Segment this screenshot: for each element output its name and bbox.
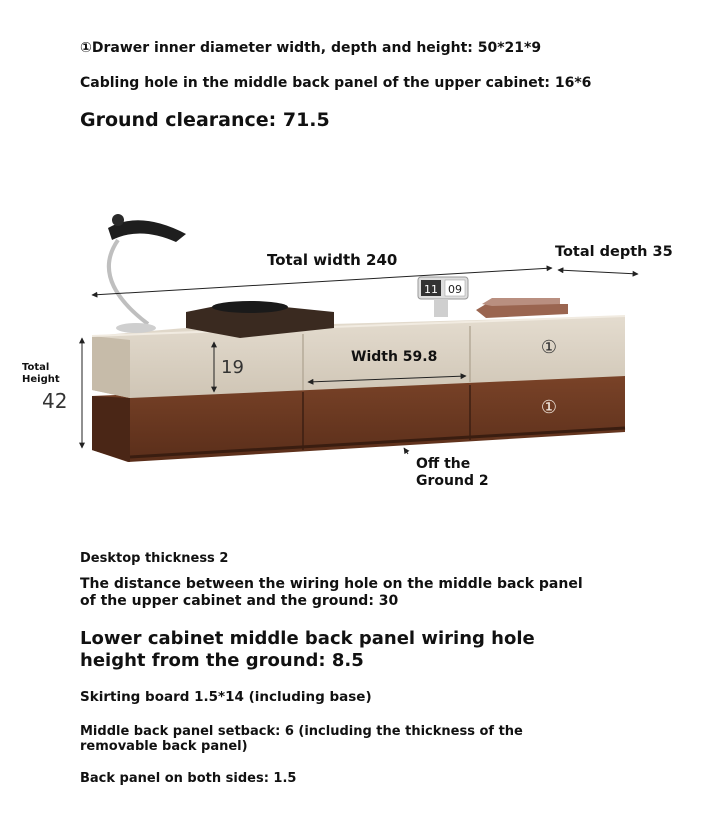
total-height-label-1: Total — [22, 362, 50, 373]
back-panel-setback: Middle back panel setback: 6 (including the thickness of the removable back panel) — [80, 724, 523, 754]
desktop-thickness: Desktop thickness 2 — [80, 551, 229, 566]
lower-wiring-hole-height: Lower cabinet middle back panel wiring hole height from the ground: 8.5 — [80, 628, 535, 671]
flip-clock — [418, 277, 468, 317]
back-panel-sides: Back panel on both sides: 1.5 — [80, 771, 297, 786]
drawer-marker-upper: ① — [540, 337, 558, 358]
off-ground-label-1: Off the — [416, 456, 471, 472]
drawer-marker-lower: ① — [540, 397, 558, 418]
total-height-label-2: Height — [22, 374, 60, 385]
ground-clearance: Ground clearance: 71.5 — [80, 109, 330, 131]
upper-cabling-hole: Cabling hole in the middle back panel of the upper cabinet: 16*6 — [80, 75, 592, 91]
clock-hour: 11 — [424, 283, 438, 296]
skirting-board: Skirting board 1.5*14 (including base) — [80, 689, 372, 705]
desk-lamp — [108, 214, 186, 333]
total-width-label: Total width 240 — [267, 251, 398, 269]
total-depth-label: Total depth 35 — [555, 244, 673, 260]
clock-minute: 09 — [448, 283, 462, 296]
upper-wiring-hole-distance: The distance between the wiring hole on the middle back panel of the upper cabinet and the ground: 30 — [80, 576, 583, 609]
total-height-value: 42 — [42, 389, 68, 413]
book-stack — [476, 298, 568, 318]
drawer-inner-dimensions: ①Drawer inner diameter width, depth and height: 50*21*9 — [80, 40, 542, 56]
tv-cabinet-diagram — [0, 200, 712, 510]
off-ground-label-2: Ground 2 — [416, 473, 489, 489]
drawer-width-label: Width 59.8 — [351, 349, 438, 365]
drawer-height-value: 19 — [221, 357, 244, 378]
